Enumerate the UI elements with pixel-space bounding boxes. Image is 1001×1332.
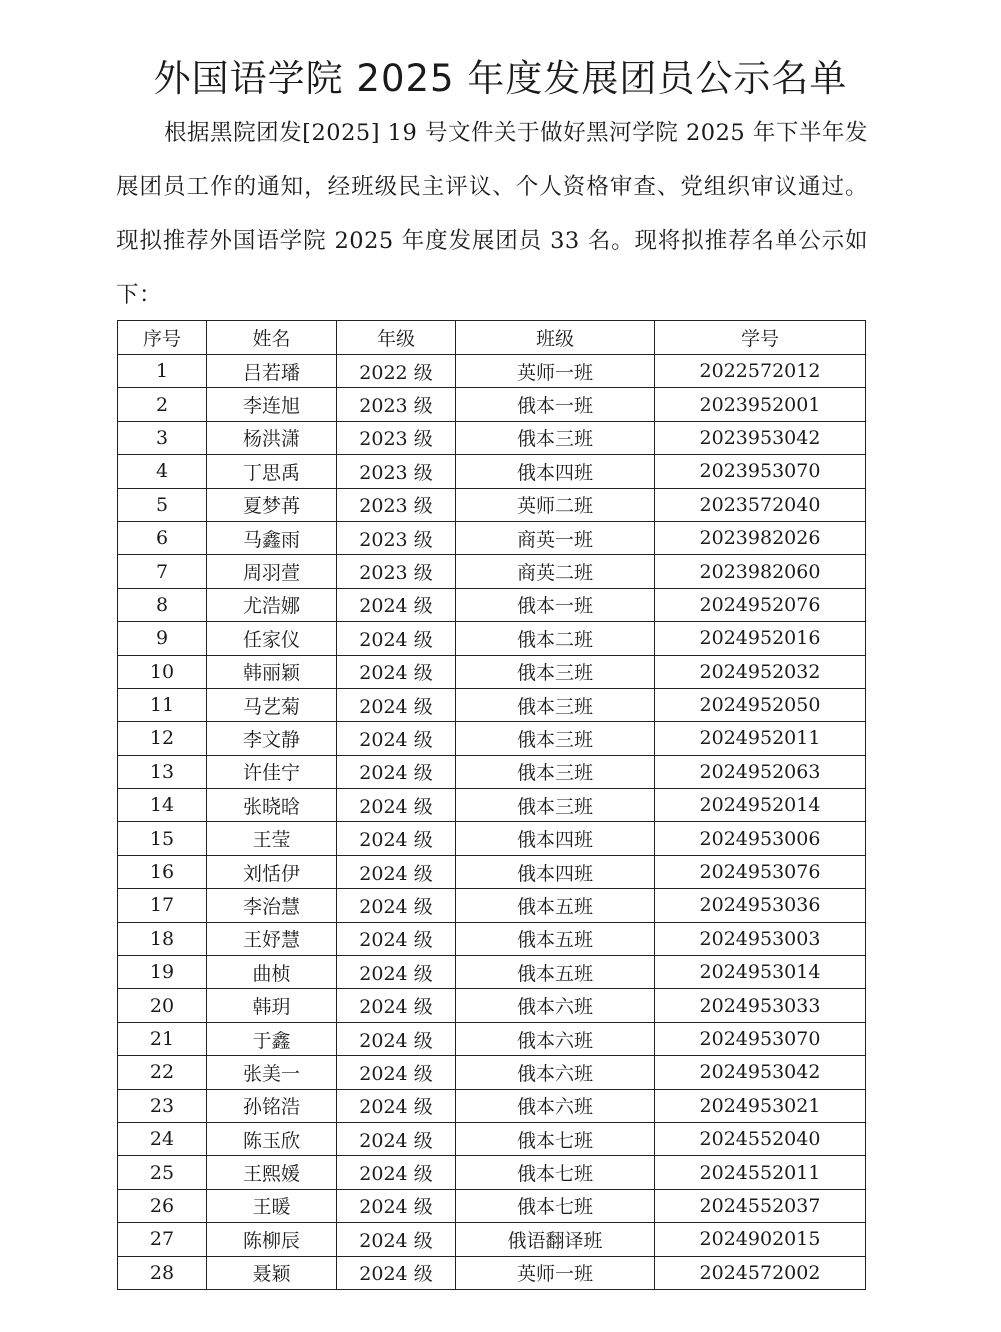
- cell-student-id: 2024952063: [655, 755, 866, 788]
- cell-grade: 2024 级: [337, 1122, 456, 1155]
- cell-grade: 2022 级: [337, 355, 456, 388]
- cell-class: 俄本一班: [456, 388, 655, 421]
- header-grade: 年级: [337, 321, 456, 355]
- cell-class: 商英二班: [456, 555, 655, 588]
- cell-index: 7: [118, 555, 207, 588]
- cell-index: 13: [118, 755, 207, 788]
- cell-grade: 2024 级: [337, 789, 456, 822]
- cell-grade: 2024 级: [337, 755, 456, 788]
- table-row: [118, 989, 866, 1022]
- cell-name: 王熙媛: [207, 1156, 337, 1189]
- cell-class: 俄本六班: [456, 989, 655, 1022]
- table-row: [118, 1256, 866, 1289]
- cell-name: 王暖: [207, 1189, 337, 1222]
- cell-grade: 2023 级: [337, 555, 456, 588]
- roster-body: [118, 355, 866, 1290]
- cell-grade: 2023 级: [337, 388, 456, 421]
- header-name: 姓名: [207, 321, 337, 355]
- cell-name: 于鑫: [207, 1022, 337, 1055]
- cell-grade: 2024 级: [337, 1189, 456, 1222]
- cell-student-id: 2024552040: [655, 1122, 866, 1155]
- table-row: [118, 1156, 866, 1189]
- cell-name: 夏梦苒: [207, 488, 337, 521]
- cell-student-id: 2024552011: [655, 1156, 866, 1189]
- cell-student-id: 2024953036: [655, 889, 866, 922]
- cell-name: 李治慧: [207, 889, 337, 922]
- cell-grade: 2024 级: [337, 1256, 456, 1289]
- cell-class: 英师一班: [456, 1256, 655, 1289]
- cell-class: 俄本四班: [456, 822, 655, 855]
- table-row: [118, 855, 866, 888]
- cell-class: 俄本四班: [456, 455, 655, 488]
- cell-student-id: 2023982026: [655, 521, 866, 554]
- table-row: [118, 822, 866, 855]
- cell-index: 28: [118, 1256, 207, 1289]
- table-row: [118, 1022, 866, 1055]
- cell-index: 22: [118, 1056, 207, 1089]
- cell-index: 25: [118, 1156, 207, 1189]
- header-class: 班级: [456, 321, 655, 355]
- cell-class: 俄本三班: [456, 655, 655, 688]
- cell-class: 俄本三班: [456, 722, 655, 755]
- cell-grade: 2024 级: [337, 1156, 456, 1189]
- table-row: [118, 521, 866, 554]
- table-row: [118, 655, 866, 688]
- cell-class: 俄本五班: [456, 889, 655, 922]
- cell-grade: 2023 级: [337, 521, 456, 554]
- table-row: [118, 922, 866, 955]
- cell-index: 16: [118, 855, 207, 888]
- cell-class: 俄语翻译班: [456, 1223, 655, 1256]
- cell-student-id: 2024952011: [655, 722, 866, 755]
- cell-class: 俄本六班: [456, 1089, 655, 1122]
- cell-class: 俄本三班: [456, 688, 655, 721]
- cell-name: 尤浩娜: [207, 588, 337, 621]
- cell-index: 3: [118, 421, 207, 454]
- cell-student-id: 2024952050: [655, 688, 866, 721]
- cell-index: 12: [118, 722, 207, 755]
- cell-name: 陈柳辰: [207, 1223, 337, 1256]
- header-index: 序号: [118, 321, 207, 355]
- cell-name: 杨洪潇: [207, 421, 337, 454]
- cell-class: 俄本五班: [456, 922, 655, 955]
- cell-grade: 2024 级: [337, 1056, 456, 1089]
- cell-grade: 2024 级: [337, 1022, 456, 1055]
- cell-student-id: 2024953014: [655, 956, 866, 989]
- cell-class: 英师二班: [456, 488, 655, 521]
- cell-index: 15: [118, 822, 207, 855]
- cell-name: 吕若璠: [207, 355, 337, 388]
- roster-table: [117, 320, 866, 1290]
- cell-student-id: 2024552037: [655, 1189, 866, 1222]
- cell-grade: 2024 级: [337, 956, 456, 989]
- cell-grade: 2024 级: [337, 855, 456, 888]
- cell-class: 俄本七班: [456, 1189, 655, 1222]
- cell-name: 周羽萱: [207, 555, 337, 588]
- cell-name: 孙铭浩: [207, 1089, 337, 1122]
- table-row: [118, 1056, 866, 1089]
- cell-class: 英师一班: [456, 355, 655, 388]
- cell-index: 18: [118, 922, 207, 955]
- cell-name: 张晓晗: [207, 789, 337, 822]
- cell-index: 11: [118, 688, 207, 721]
- cell-class: 俄本七班: [456, 1156, 655, 1189]
- table-row: [118, 488, 866, 521]
- cell-grade: 2023 级: [337, 488, 456, 521]
- cell-name: 韩玥: [207, 989, 337, 1022]
- cell-index: 27: [118, 1223, 207, 1256]
- cell-class: 俄本五班: [456, 956, 655, 989]
- cell-name: 任家仪: [207, 622, 337, 655]
- table-row: [118, 1089, 866, 1122]
- table-row: [118, 1122, 866, 1155]
- intro-paragraph: 根据黑院团发[2025] 19 号文件关于做好黑河学院 2025 年下半年发展团员工作的通知，经班级民主评议、个人资格审查、党组织审议通过。现拟推荐外国语学院 2025 年度发展团员 33 名。现将拟推荐名单公示如下：: [116, 120, 868, 308]
- page-title: 外国语学院 2025 年度发展团员公示名单: [153, 57, 848, 100]
- cell-student-id: 2024953070: [655, 1022, 866, 1055]
- table-row: [118, 889, 866, 922]
- cell-index: 4: [118, 455, 207, 488]
- table-row: [118, 355, 866, 388]
- cell-index: 14: [118, 789, 207, 822]
- cell-student-id: 2023953070: [655, 455, 866, 488]
- cell-grade: 2024 级: [337, 1089, 456, 1122]
- table-row: [118, 1223, 866, 1256]
- cell-student-id: 2024952076: [655, 588, 866, 621]
- cell-name: 王莹: [207, 822, 337, 855]
- cell-student-id: 2023953042: [655, 421, 866, 454]
- cell-name: 王妤慧: [207, 922, 337, 955]
- cell-student-id: 2024952032: [655, 655, 866, 688]
- cell-class: 俄本四班: [456, 855, 655, 888]
- cell-grade: 2024 级: [337, 989, 456, 1022]
- table-row: [118, 1189, 866, 1222]
- cell-student-id: 2023572040: [655, 488, 866, 521]
- cell-student-id: 2024953076: [655, 855, 866, 888]
- cell-name: 陈玉欣: [207, 1122, 337, 1155]
- cell-name: 韩丽颖: [207, 655, 337, 688]
- cell-grade: 2024 级: [337, 688, 456, 721]
- cell-student-id: 2023952001: [655, 388, 866, 421]
- cell-name: 许佳宁: [207, 755, 337, 788]
- cell-name: 聂颖: [207, 1256, 337, 1289]
- cell-name: 马艺菊: [207, 688, 337, 721]
- cell-student-id: 2024953006: [655, 822, 866, 855]
- header-student-id: 学号: [655, 321, 866, 355]
- cell-index: 8: [118, 588, 207, 621]
- cell-index: 23: [118, 1089, 207, 1122]
- cell-grade: 2024 级: [337, 622, 456, 655]
- cell-student-id: 2024953003: [655, 922, 866, 955]
- cell-student-id: 2023982060: [655, 555, 866, 588]
- cell-grade: 2023 级: [337, 421, 456, 454]
- cell-student-id: 2022572012: [655, 355, 866, 388]
- cell-index: 21: [118, 1022, 207, 1055]
- table-row: [118, 956, 866, 989]
- cell-class: 俄本一班: [456, 588, 655, 621]
- cell-index: 10: [118, 655, 207, 688]
- cell-index: 5: [118, 488, 207, 521]
- cell-name: 张美一: [207, 1056, 337, 1089]
- table-row: [118, 588, 866, 621]
- cell-class: 俄本六班: [456, 1056, 655, 1089]
- cell-index: 17: [118, 889, 207, 922]
- cell-grade: 2024 级: [337, 722, 456, 755]
- cell-grade: 2024 级: [337, 922, 456, 955]
- cell-student-id: 2024953033: [655, 989, 866, 1022]
- cell-name: 曲桢: [207, 956, 337, 989]
- table-row: [118, 722, 866, 755]
- cell-class: 俄本三班: [456, 421, 655, 454]
- table-row: [118, 688, 866, 721]
- cell-class: 俄本二班: [456, 622, 655, 655]
- cell-class: 俄本三班: [456, 789, 655, 822]
- table-row: [118, 388, 866, 421]
- cell-name: 马鑫雨: [207, 521, 337, 554]
- cell-grade: 2023 级: [337, 455, 456, 488]
- table-header-row: [118, 321, 866, 355]
- cell-index: 6: [118, 521, 207, 554]
- cell-grade: 2024 级: [337, 889, 456, 922]
- table-row: [118, 755, 866, 788]
- cell-name: 丁思禹: [207, 455, 337, 488]
- cell-name: 李文静: [207, 722, 337, 755]
- cell-student-id: 2024952014: [655, 789, 866, 822]
- cell-class: 俄本七班: [456, 1122, 655, 1155]
- cell-grade: 2024 级: [337, 1223, 456, 1256]
- table-row: [118, 622, 866, 655]
- table-row: [118, 421, 866, 454]
- cell-grade: 2024 级: [337, 588, 456, 621]
- cell-student-id: 2024952016: [655, 622, 866, 655]
- cell-name: 刘恬伊: [207, 855, 337, 888]
- cell-index: 9: [118, 622, 207, 655]
- cell-grade: 2024 级: [337, 655, 456, 688]
- cell-class: 俄本三班: [456, 755, 655, 788]
- cell-index: 1: [118, 355, 207, 388]
- cell-student-id: 2024572002: [655, 1256, 866, 1289]
- cell-name: 李连旭: [207, 388, 337, 421]
- cell-student-id: 2024902015: [655, 1223, 866, 1256]
- table-row: [118, 789, 866, 822]
- cell-index: 26: [118, 1189, 207, 1222]
- cell-grade: 2024 级: [337, 822, 456, 855]
- cell-class: 俄本六班: [456, 1022, 655, 1055]
- cell-student-id: 2024953021: [655, 1089, 866, 1122]
- cell-class: 商英一班: [456, 521, 655, 554]
- table-row: [118, 555, 866, 588]
- cell-index: 20: [118, 989, 207, 1022]
- cell-student-id: 2024953042: [655, 1056, 866, 1089]
- cell-index: 19: [118, 956, 207, 989]
- table-row: [118, 455, 866, 488]
- cell-index: 2: [118, 388, 207, 421]
- cell-index: 24: [118, 1122, 207, 1155]
